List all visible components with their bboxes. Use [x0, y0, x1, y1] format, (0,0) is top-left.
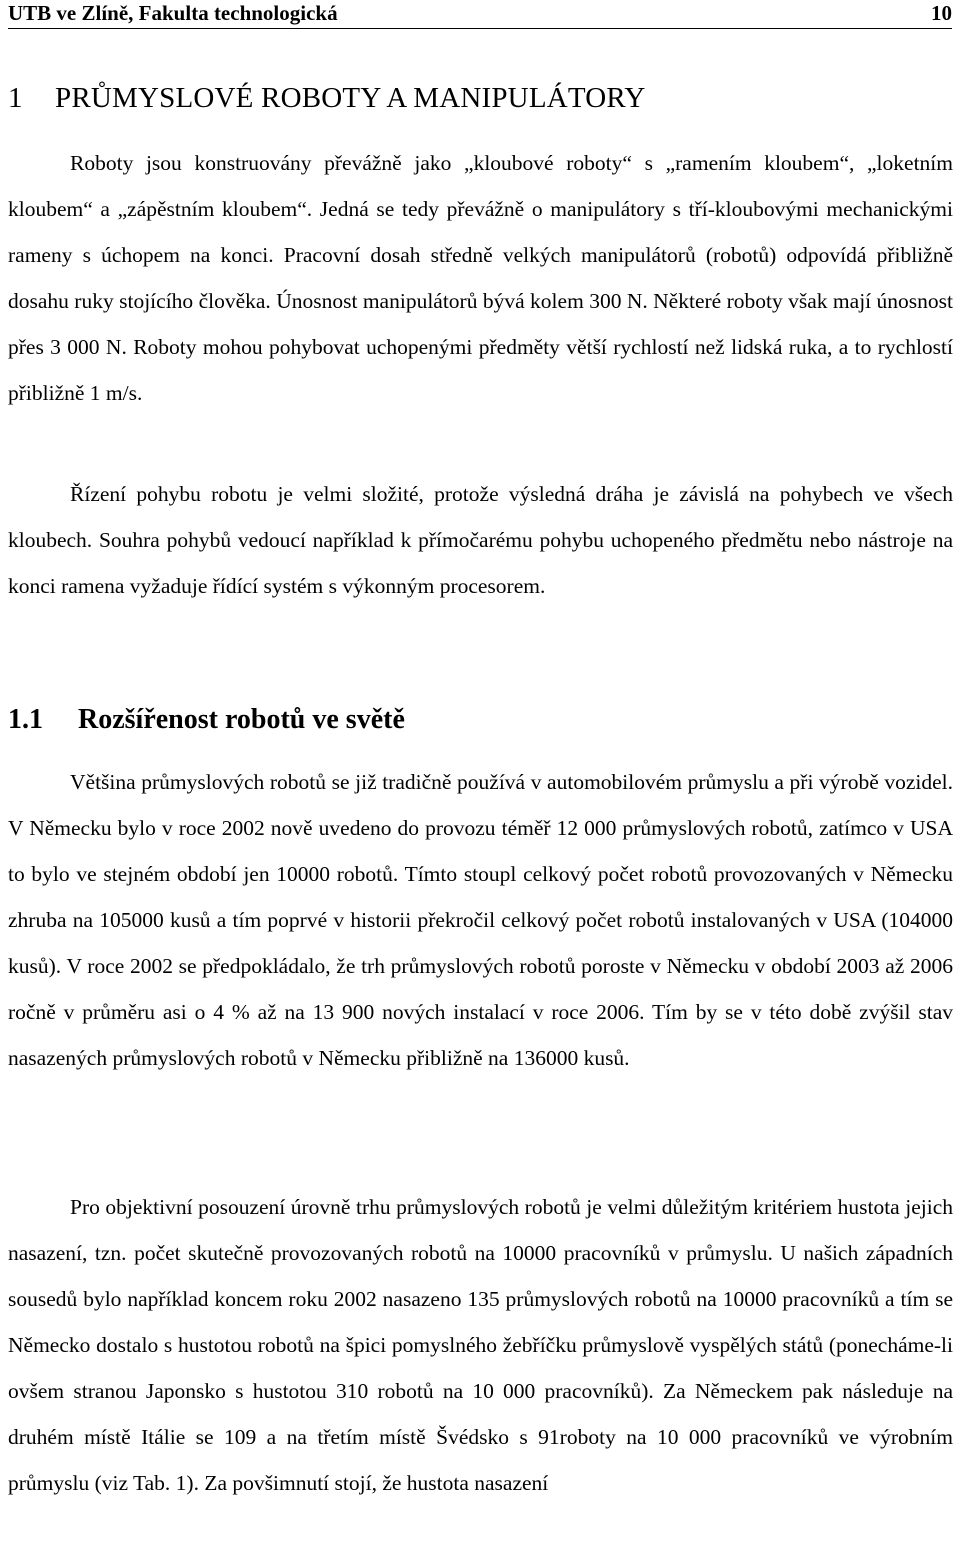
chapter-heading [8, 78, 646, 118]
header-title: UTB ve Zlíně, Fakulta technologická [8, 1, 338, 25]
paragraph-robot-density: Pro objektivní posouzení úrovně trhu průmyslových robotů je velmi důležitým kritériem hustota jejich nasazení, tzn. počet skutečně provozovaných robotů na 10000 pracovníků v průmyslu. U našich západních sousedů bylo například koncem roku 2002 nasazeno 135 průmyslových robotů na 10000 pracovníků a tím se Německo dostalo s hustotou robotů na špici pomyslného žebříčku průmyslově vyspělých států (ponecháme-li ovšem stranou Japonsko s hustotou 310 robotů na 10 000 pracovníků). Za Německem pak následuje na druhém místě Itálie se 109 a na třetím místě Švédsko s 91roboty na 10 000 pracovníků ve výrobním průmyslu (viz Tab. 1). Za povšimnutí stojí, že hustota nasazení [8, 1195, 953, 1495]
paragraph-robot-statistics: Většina průmyslových robotů se již tradičně používá v automobilovém průmyslu a při výrobě vozidel. V Německu bylo v roce 2002 nově uvedeno do provozu téměř 12 000 průmyslových robotů, zatímco v USA to bylo ve stejném období jen 10000 robotů. Tímto stoupl celkový počet robotů provozovaných v Německu zhruba na 105000 kusů a tím poprvé v historii překročil celkový počet robotů instalovaných v USA (104000 kusů). V roce 2002 se předpokládalo, že trh průmyslových robotů poroste v Německu v období 2003 až 2006 ročně v průměru asi o 4 % až na 13 900 nových instalací v roce 2006. Tím by se v této době zvýšil stav nasazených průmyslových robotů v Německu přibližně na 136000 kusů. [8, 770, 953, 1070]
paragraph-motion-control: Řízení pohybu robotu je velmi složité, protože výsledná dráha je závislá na pohybech ve všech kloubech. Souhra pohybů vedoucí například k přímočarému pohybu uchopeného předmětu nebo nástroje na konci ramena vyžaduje řídící systém s výkonným procesorem. [8, 482, 953, 598]
section-number: 1.1 [8, 704, 43, 735]
running-header [8, 0, 952, 29]
section-title: Rozšířenost robotů ve světě [78, 704, 405, 735]
chapter-number: 1 [8, 82, 23, 114]
page-number: 10 [931, 1, 952, 25]
paragraph-robot-construction: Roboty jsou konstruovány převážně jako „kloubové roboty“ s „ramením kloubem“, „loketním kloubem“ a „zápěstním kloubem“. Jedná se tedy převážně o manipulátory s tří-kloubovými mechanickými rameny s úchopem na konci. Pracovní dosah středně velkých manipulátorů (robotů) odpovídá přibližně dosahu ruky stojícího člověka. Únosnost manipulátorů bývá kolem 300 N. Některé roboty však mají únosnost přes 3 000 N. Roboty mohou pohybovat uchopenými předměty větší rychlostí než lidská ruka, a to rychlostí přibližně 1 m/s. [8, 151, 953, 405]
chapter-title: PRŮMYSLOVÉ ROBOTY A MANIPULÁTORY [55, 82, 646, 114]
section-heading [8, 700, 405, 740]
